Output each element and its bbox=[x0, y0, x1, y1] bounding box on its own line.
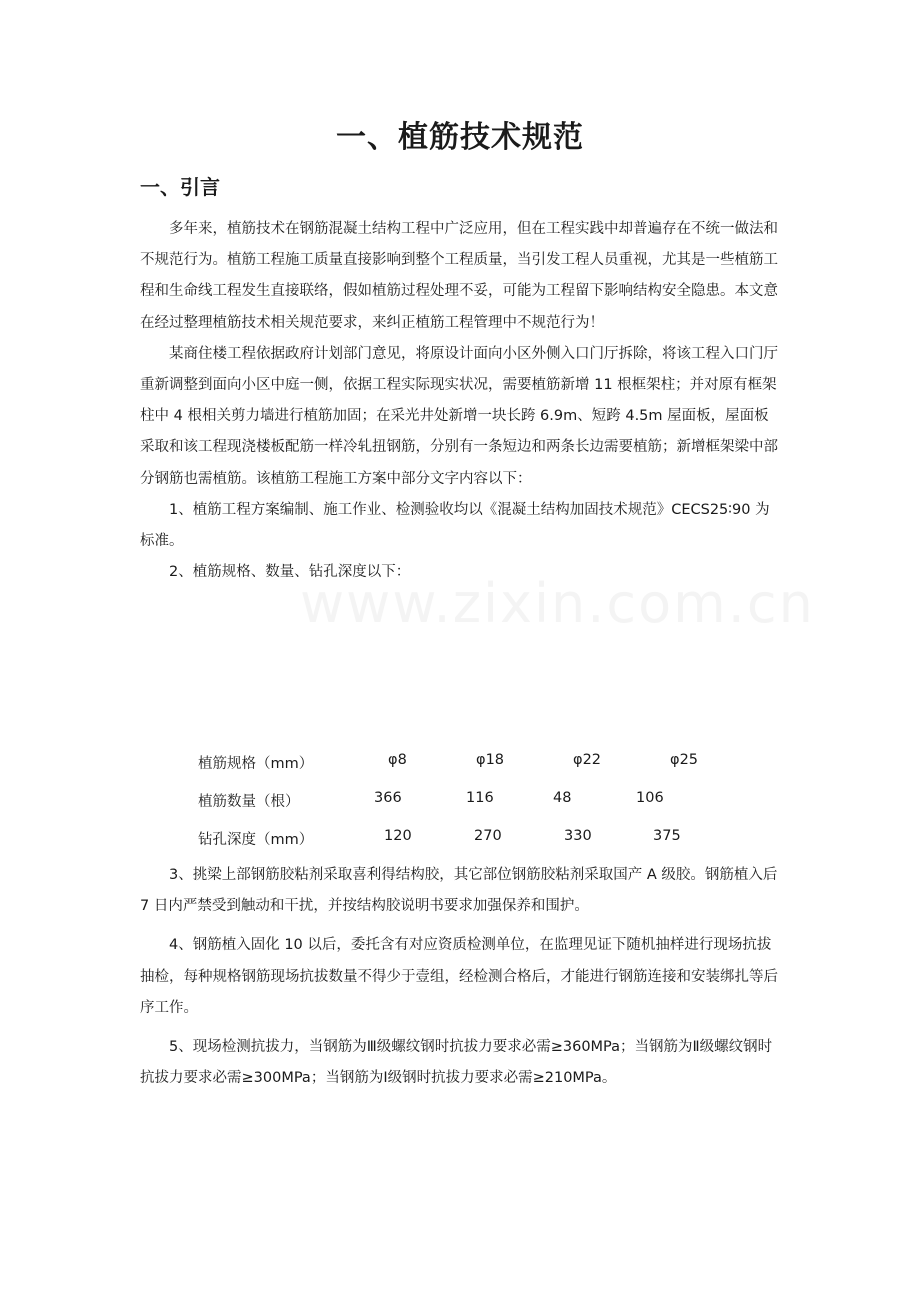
spec-cell: 120 bbox=[384, 828, 412, 844]
spec-cell: 270 bbox=[474, 828, 502, 844]
spec-cell: φ8 bbox=[388, 752, 407, 768]
spec-cell: φ25 bbox=[670, 752, 699, 768]
spec-row-depth bbox=[198, 822, 758, 860]
spec-row-label: 钻孔深度（mm） bbox=[198, 832, 314, 848]
paragraph-item-2: 2、植筋规格、数量、钻孔深度以下： bbox=[169, 564, 411, 581]
spec-cell: φ22 bbox=[573, 752, 602, 768]
paragraph-item-5: 5、现场检测抗拔力，当钢筋为Ⅲ级螺纹钢时抗拔力要求必需≥360MPa；当钢筋为Ⅱ级螺纹钢时抗拔力要求必需≥300MPa；当钢筋为Ⅰ级钢时抗拔力要求必需≥210MPa。 bbox=[140, 1039, 773, 1087]
rebar-spec-table bbox=[198, 746, 758, 860]
paragraph-background: 多年来，植筋技术在钢筋混凝土结构工程中广泛应用，但在工程实践中却普遍存在不统一做法和不规范行为。植筋工程施工质量直接影响到整个工程质量，当引发工程人员重视，尤其是一些植筋工程和生命线工程发生直接联络，假如植筋过程处理不妥，可能为工程留下影响结构安全隐患。本文意在经过整理植筋技术相关规范要求，来纠正植筋工程管理中不规范行为！ bbox=[140, 221, 778, 331]
spec-cell: 116 bbox=[466, 790, 494, 806]
spec-row-size bbox=[198, 746, 758, 784]
paragraph-item-1: 1、植筋工程方案编制、施工作业、检测验收均以《混凝土结构加固技术规范》CECS25∶90 为标准。 bbox=[140, 501, 770, 550]
spec-row-quantity bbox=[198, 784, 758, 822]
spec-cell: 330 bbox=[564, 828, 592, 844]
spec-row-label: 植筋规格（mm） bbox=[198, 756, 314, 772]
body-text bbox=[140, 214, 780, 588]
paragraph-item-3: 3、挑梁上部钢筋胶粘剂采取喜利得结构胶，其它部位钢筋胶粘剂采取国产 A 级胶。钢筋植入后 7 日内严禁受到触动和干扰，并按结构胶说明书要求加强保养和围护。 bbox=[140, 867, 778, 915]
spec-cell: 366 bbox=[374, 790, 402, 806]
document-title: 一、植筋技术规范 bbox=[336, 120, 584, 155]
paragraph-project-description: 某商住楼工程依据政府计划部门意见，将原设计面向小区外侧入口门厅拆除，将该工程入口门厅重新调整到面向小区中庭一侧，依据工程实际现实状况，需要植筋新增 11 根框架柱；并对原有框架柱中 4 根相关剪力墙进行植筋加固；在采光井处新增一块长跨 6.9m、短跨 4.5m 屋面板，屋面板采取和该工程现浇楼板配筋一样冷轧扭钢筋，分别有一条短边和两条长边需要植筋；新增框架梁中部分钢筋也需植筋。该植筋工程施工方案中部分文字内容以下： bbox=[140, 345, 778, 487]
spec-cell: φ18 bbox=[476, 752, 505, 768]
spec-cell: 106 bbox=[636, 790, 664, 806]
watermark-text: www.zixin.com.cn bbox=[300, 572, 815, 635]
spec-row-label: 植筋数量（根） bbox=[198, 794, 300, 810]
spec-cell: 48 bbox=[553, 790, 572, 806]
section-heading-introduction: 一、引言 bbox=[140, 175, 220, 199]
spec-cell: 375 bbox=[653, 828, 681, 844]
paragraph-item-4: 4、钢筋植入固化 10 以后，委托含有对应资质检测单位，在监理见证下随机抽样进行现场抗拔抽检，每种规格钢筋现场抗拔数量不得少于壹组，经检测合格后，才能进行钢筋连接和安装绑扎等后序工作。 bbox=[140, 937, 778, 1016]
body-text-after-table bbox=[140, 860, 780, 1102]
